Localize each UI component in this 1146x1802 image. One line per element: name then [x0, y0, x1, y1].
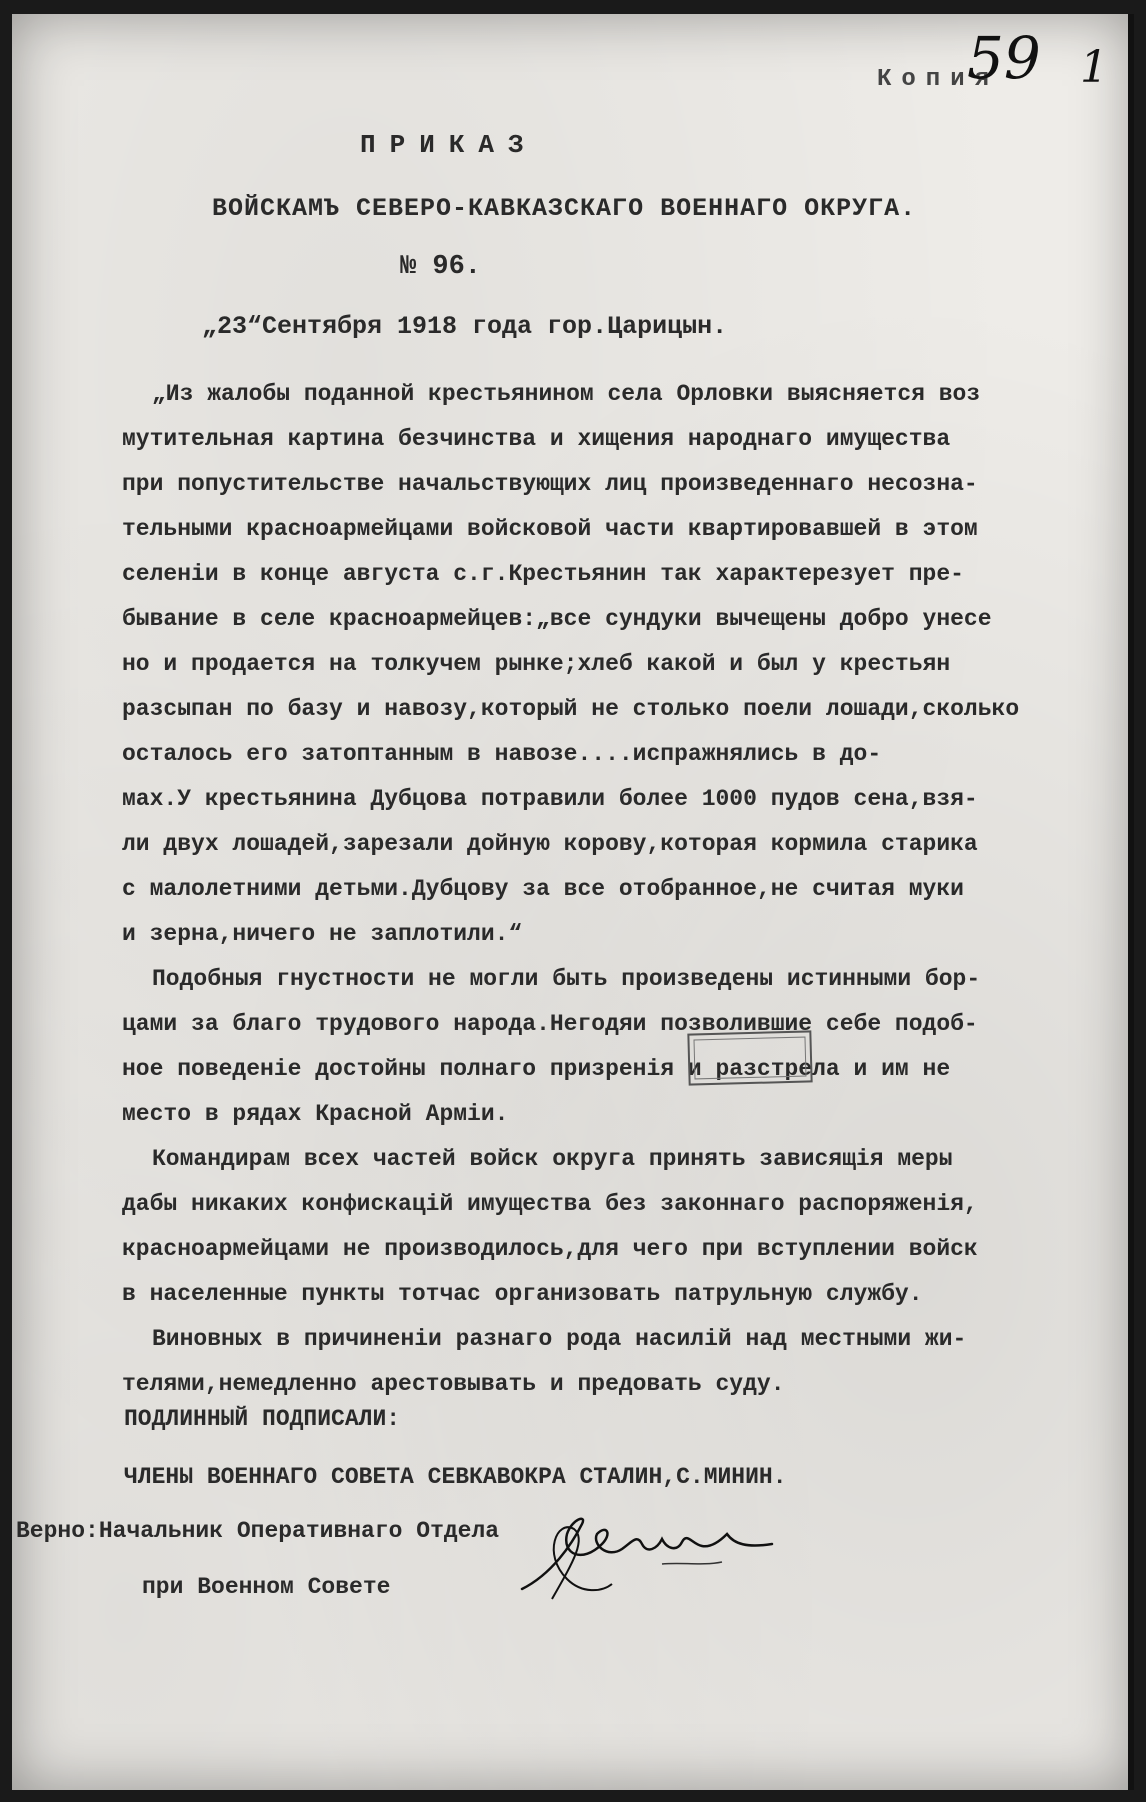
body-line: „Из жалобы поданной крестьянином села Орловки выясняется воз: [152, 381, 981, 407]
body-line: красноармейцами не производилось,для чего при вступлении войск: [122, 1236, 978, 1262]
body-line: бывание в селе красноармейцев:„все сундуки вычещены добро унесе: [122, 606, 992, 632]
body-line: ли двух лошадей,зарезали дойную корову,которая кормила старика: [122, 831, 978, 857]
body-line: телями,немедленно арестовывать и предовать суду.: [122, 1371, 785, 1397]
date-line: „23“Сентября 1918 года гор.Царицын.: [202, 312, 728, 341]
body-line: осталось его затоптанным в навозе....испражнялись в до-: [122, 741, 882, 767]
body-line: Командирам всех частей войск округа принять зависящія меры: [152, 1146, 953, 1172]
council-affiliation-line: при Военном Совете: [142, 1574, 391, 1600]
signed-original-label: ПОДЛИННЫЙ ПОДПИСАЛИ:: [124, 1406, 401, 1432]
copy-mark: Копия: [877, 66, 1000, 93]
body-line: цами за благо трудового народа.Негодяи позволившие себе подоб-: [122, 1011, 978, 1037]
document-sheet: [12, 14, 1134, 1790]
body-line: тельными красноармейцами войсковой части квартировавшей в этом: [122, 516, 978, 542]
folio-number: 59: [967, 24, 1041, 92]
body-line: разсыпан по базу и навозу,который не столько поели лошади,сколько: [122, 696, 1020, 722]
body-line: селеніи в конце августа с.г.Крестьянин так характерезует пре-: [122, 561, 964, 587]
page-edge: [1128, 14, 1134, 1790]
body-line: дабы никаких конфискацій имущества без законнаго распоряженія,: [122, 1191, 978, 1217]
registry-stamp: [687, 1030, 812, 1085]
body-line: при попустительстве начальствующих лиц произведеннаго несозна-: [122, 471, 978, 497]
body-line: и зерна,ничего не заплотили.“: [122, 921, 523, 947]
body-line: Подобныя гнустности не могли быть произведены истинными бор-: [152, 966, 981, 992]
body-line: в населенные пункты тотчас организовать патрульную службу.: [122, 1281, 923, 1307]
body-line: ное поведеніе достойны полнаго призренія и разстрела и им не: [122, 1056, 951, 1082]
handwritten-signature: [512, 1504, 782, 1614]
body-line: Виновных в причиненіи разнаго рода насилій над местными жи-: [152, 1326, 967, 1352]
certified-by-line: Верно:Начальник Оперативнаго Отдела: [16, 1518, 500, 1544]
body-line: мутительная картина безчинства и хищения народнаго имущества: [122, 426, 951, 452]
council-members-line: ЧЛЕНЫ ВОЕННАГО СОВЕТА СЕВКАВОКРА СТАЛИН,С.МИНИН.: [124, 1464, 787, 1490]
registry-stamp-inner: [693, 1037, 806, 1080]
body-line: с малолетними детьми.Дубцову за все отобранное,не считая муки: [122, 876, 964, 902]
document-subtitle: ВОЙСКАМЪ СЕВЕРО-КАВКАЗСКАГО ВОЕННАГО ОКРУГА.: [212, 194, 917, 223]
order-number: № 96.: [400, 252, 482, 282]
folio-sub-number: 1: [1080, 42, 1108, 93]
body-line: место в рядах Красной Арміи.: [122, 1101, 509, 1127]
body-text: [122, 372, 1112, 1407]
body-line: но и продается на толкучем рынке;хлеб какой и был у крестьян: [122, 651, 951, 677]
document-title: ПРИКАЗ: [360, 130, 538, 160]
body-line: мах.У крестьянина Дубцова потравили более 1000 пудов сена,взя-: [122, 786, 978, 812]
